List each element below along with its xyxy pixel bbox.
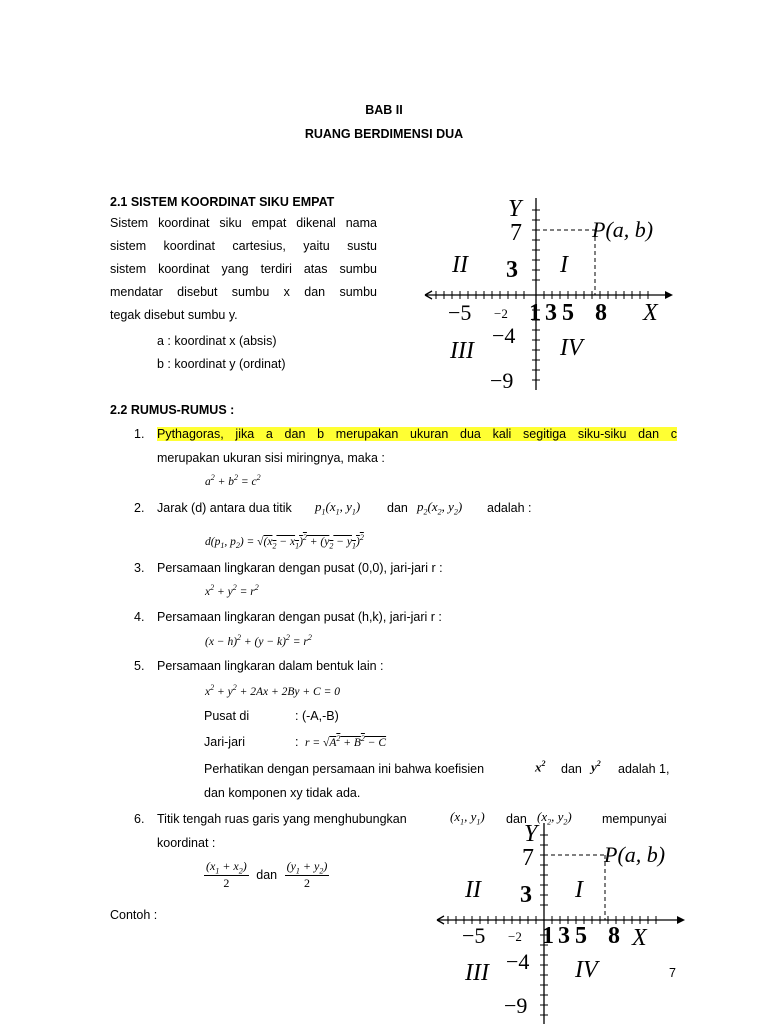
list-item-text: mempunyai bbox=[602, 812, 667, 826]
x-tick-label: 8 bbox=[608, 923, 620, 949]
quadrant-label: II bbox=[465, 877, 481, 903]
x-axis-label: X bbox=[643, 300, 658, 326]
x-tick-label: −2 bbox=[508, 929, 522, 944]
point-x1y1: ($x_1$, $y_1$) bbox=[450, 809, 485, 827]
list-number: 5. bbox=[134, 659, 145, 673]
note-text: dan bbox=[561, 762, 582, 776]
radius-formula: $r = √A^2 + B^2 - C$ bbox=[305, 734, 387, 749]
note-text: adalah 1, bbox=[618, 762, 670, 776]
list-item-text: Titik tengah ruas garis yang menghubungkan bbox=[157, 812, 407, 826]
list-item-text: adalah : bbox=[487, 501, 532, 515]
distance-formula: $d(p_1$, $p_2) = √(x_2 - x_1)^2 + (y_2 - y_1)^2$ bbox=[205, 533, 364, 551]
x-tick-label: 5 bbox=[575, 923, 587, 949]
contoh-label: Contoh : bbox=[110, 908, 158, 922]
y-axis-label: Y bbox=[524, 821, 538, 847]
note-text: Perhatikan dengan persamaan ini bahwa koefisien bbox=[204, 762, 485, 776]
body-line: sistem koordinat cartesius, yaitu sustu bbox=[110, 239, 377, 253]
body-line: mendatar disebut sumbu x dan sumbu bbox=[110, 285, 377, 299]
x-tick-label: 1 bbox=[529, 300, 541, 326]
circle-formula-origin: $x^2 + y^2 = r^2$ bbox=[205, 583, 259, 598]
list-number: 1. bbox=[134, 427, 145, 441]
x-squared: $x^2$ bbox=[535, 759, 546, 775]
list-number: 3. bbox=[134, 561, 145, 575]
y-tick-label: 3 bbox=[506, 257, 518, 283]
body-line: tegak disebut sumbu y. bbox=[110, 308, 238, 322]
x-tick-label: −5 bbox=[462, 923, 486, 948]
list-item-text bbox=[157, 427, 677, 441]
note-text: dan komponen xy tidak ada. bbox=[204, 786, 361, 800]
jari-label: Jari-jari bbox=[204, 735, 245, 749]
midpoint-formula bbox=[204, 859, 329, 891]
chapter-title: BAB II bbox=[365, 103, 403, 117]
circle-formula-center: $(x - h)^2 + (y - k)^2 = r^2$ bbox=[205, 633, 312, 648]
x-tick-label: 8 bbox=[595, 300, 607, 326]
fraction-y: $\frac{(y_1 + y_2)}{2}$ bbox=[286, 859, 328, 891]
page-number: 7 bbox=[669, 966, 676, 980]
list-item-text: dan bbox=[387, 501, 408, 515]
quadrant-label: I bbox=[560, 252, 568, 278]
circle-general-formula: $x^2 + y^2 + 2Ax + 2By + C = 0$ bbox=[205, 683, 340, 698]
list-item-text: merupakan ukuran sisi miringnya, maka : bbox=[157, 451, 385, 465]
pusat-label: Pusat di bbox=[204, 709, 250, 723]
quadrant-label: I bbox=[575, 877, 583, 903]
y-tick-label: −4 bbox=[506, 949, 530, 974]
x-axis-label: X bbox=[632, 925, 647, 951]
y-tick-label: −9 bbox=[490, 368, 514, 393]
x-tick-label: −2 bbox=[494, 306, 508, 321]
x-tick-label: 1 bbox=[542, 923, 554, 949]
cartesian-diagram bbox=[420, 190, 680, 395]
body-line: Sistem koordinat siku empat dikenal nama bbox=[110, 216, 377, 230]
pusat-value: : (-A,-B) bbox=[295, 709, 339, 723]
chapter-subtitle: RUANG BERDIMENSI DUA bbox=[304, 127, 464, 141]
body-line: sistem koordinat yang terdiri atas sumbu bbox=[110, 262, 377, 276]
quadrant-label: III bbox=[450, 338, 474, 364]
list-number: 6. bbox=[134, 812, 145, 826]
point-label: P(a, b) bbox=[604, 842, 666, 867]
definition-b: b : koordinat y (ordinat) bbox=[157, 357, 286, 371]
y-axis-label: Y bbox=[508, 196, 522, 222]
quadrant-label: III bbox=[465, 960, 489, 986]
section-heading-2-1: 2.1 SISTEM KOORDINAT SIKU EMPAT bbox=[110, 195, 335, 209]
quadrant-label: II bbox=[452, 252, 468, 278]
jari-colon: : bbox=[295, 735, 299, 749]
y-tick-label: −4 bbox=[492, 323, 516, 348]
definition-a: a : koordinat x (absis) bbox=[157, 334, 277, 348]
quadrant-label: IV bbox=[575, 957, 598, 983]
highlighted-text: Pythagoras, jika a dan b merupakan ukuran dua kali segitiga siku-siku dan c bbox=[157, 427, 677, 441]
cartesian-diagram-example bbox=[432, 815, 692, 1024]
list-item-text: koordinat : bbox=[157, 836, 216, 850]
x-tick-label: 3 bbox=[545, 300, 557, 326]
y-tick-label: 7 bbox=[522, 845, 534, 871]
list-item-text: Persamaan lingkaran dengan pusat (h,k), jari-jari r : bbox=[157, 610, 442, 624]
y-squared: $y^2$ bbox=[591, 759, 601, 775]
list-item-text: Persamaan lingkaran dengan pusat (0,0), jari-jari r : bbox=[157, 561, 443, 575]
list-number: 2. bbox=[134, 501, 145, 515]
section-heading-2-2: 2.2 RUMUS-RUMUS : bbox=[110, 403, 235, 417]
x-tick-label: −5 bbox=[448, 300, 472, 325]
y-tick-label: −9 bbox=[504, 993, 528, 1018]
section-2-1-body bbox=[110, 212, 377, 327]
point-p2: $p_2(x_2$, $y_2$) bbox=[417, 499, 463, 517]
x-tick-label: 3 bbox=[558, 923, 570, 949]
x-tick-label: 5 bbox=[562, 300, 574, 326]
quadrant-label: IV bbox=[560, 335, 583, 361]
list-item-text: dan bbox=[506, 812, 527, 826]
y-tick-label: 3 bbox=[520, 882, 532, 908]
list-item-text: Jarak (d) antara dua titik bbox=[157, 501, 292, 515]
point-label: P(a, b) bbox=[592, 217, 654, 242]
fraction-dan: dan bbox=[256, 867, 278, 882]
list-number: 4. bbox=[134, 610, 145, 624]
y-tick-label: 7 bbox=[510, 220, 522, 246]
point-x2y2: ($x_2$, $y_2$) bbox=[537, 809, 572, 827]
list-item-text: Persamaan lingkaran dalam bentuk lain : bbox=[157, 659, 384, 673]
fraction-x: $\frac{(x_1 + x_2)}{2}$ bbox=[206, 859, 247, 891]
point-p1: $p_1(x_1$, $y_1$) bbox=[315, 499, 361, 517]
pythagoras-formula: $a^2 + b^2 = c^2$ bbox=[205, 473, 261, 488]
